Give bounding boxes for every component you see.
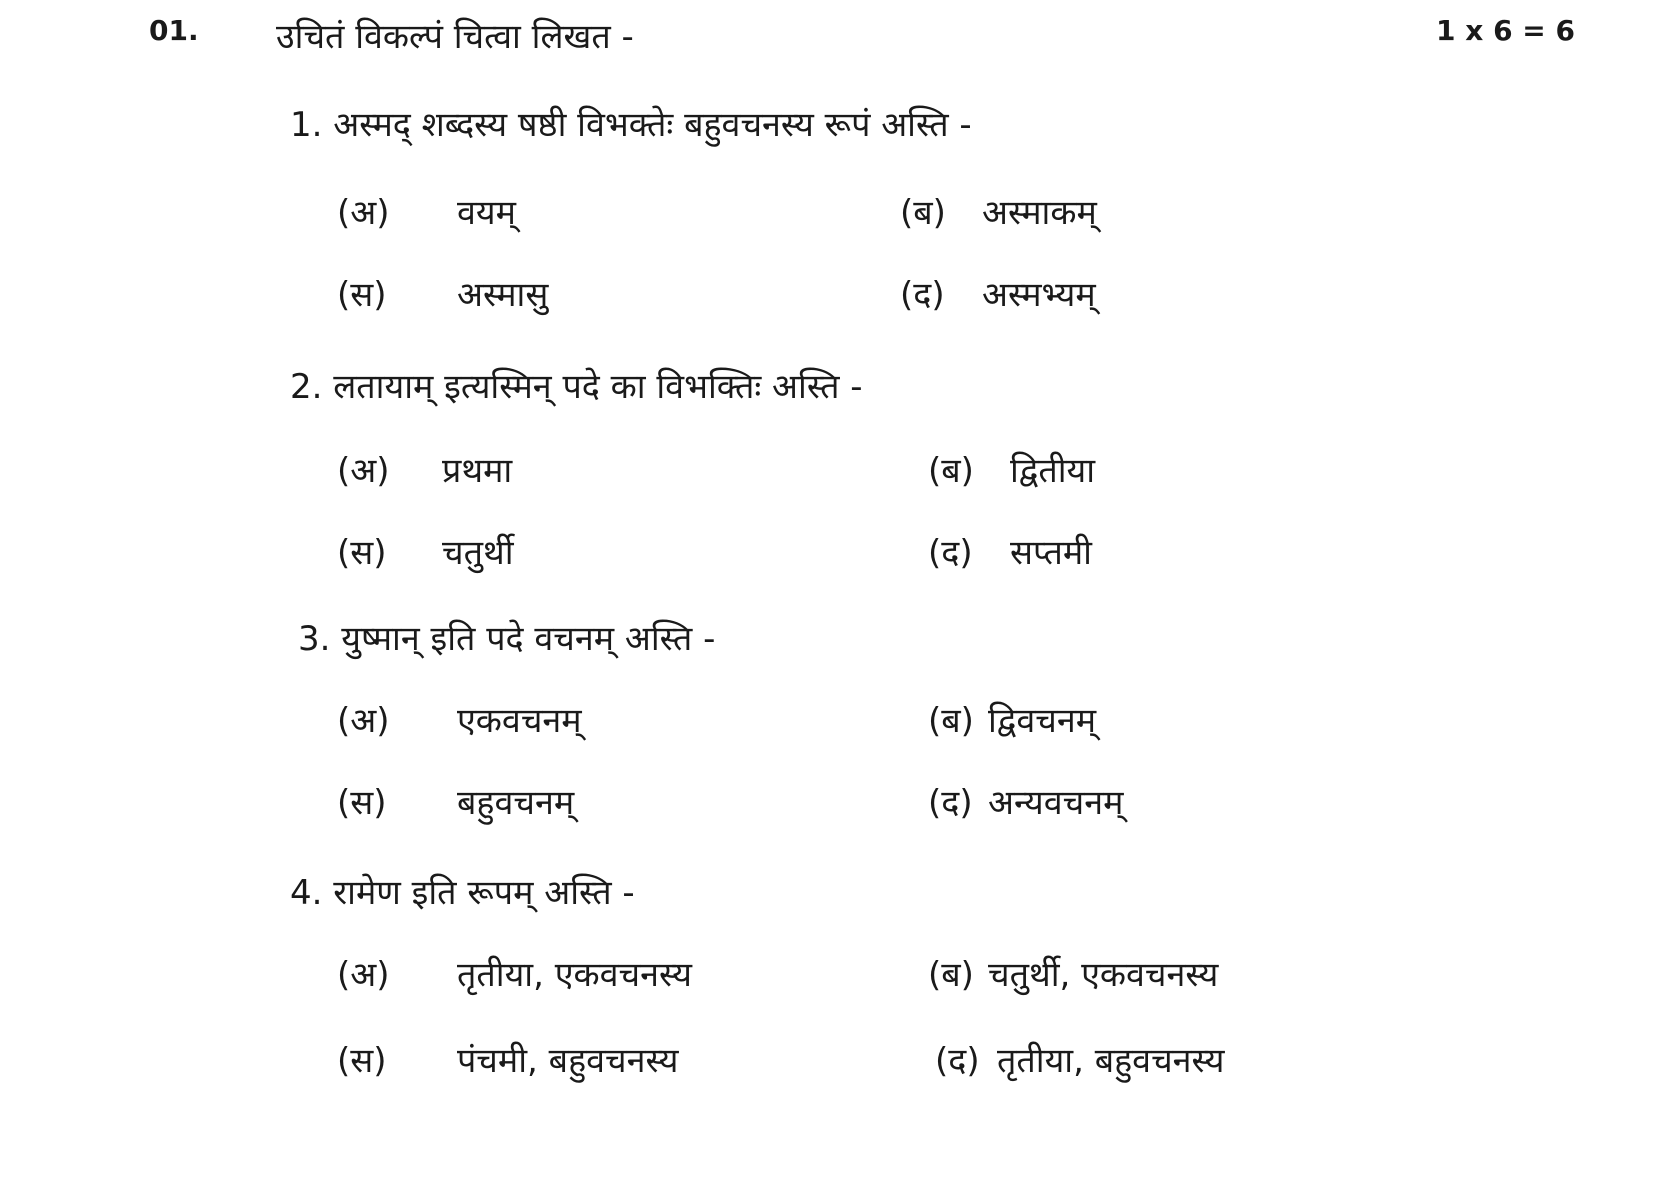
option-1-c — [337, 270, 548, 316]
option-3-d — [928, 778, 1123, 824]
option-label: (द) — [935, 1041, 980, 1081]
option-4-c — [337, 1036, 678, 1082]
question-3: 3. युष्मान् इति पदे वचनम् अस्ति - — [298, 619, 716, 659]
option-label: (ब) — [928, 955, 974, 995]
option-text: पंचमी, बहुवचनस्य — [457, 1041, 679, 1081]
option-text: प्रथमा — [442, 451, 513, 491]
question-1: 1. अस्मद् शब्दस्य षष्ठी विभक्तेः बहुवचनस्य रूपं अस्ति - — [290, 105, 972, 145]
option-label: (अ) — [337, 955, 390, 995]
option-label: (ब) — [900, 193, 946, 233]
question-number: 01. — [149, 14, 199, 47]
option-text: चतुर्थी — [442, 533, 514, 573]
option-label: (अ) — [337, 701, 390, 741]
option-1-a — [337, 188, 516, 234]
option-3-b — [928, 696, 1096, 742]
option-label: (द) — [900, 275, 945, 315]
question-2: 2. लतायाम् इत्यस्मिन् पदे का विभक्तिः अस्ति - — [290, 367, 863, 407]
option-label: (स) — [337, 533, 387, 573]
question-4: 4. रामेण इति रूपम् अस्ति - — [290, 873, 635, 913]
option-text: चतुर्थी, एकवचनस्य — [988, 955, 1219, 995]
option-2-b — [928, 446, 1095, 492]
option-4-d — [935, 1036, 1225, 1082]
instruction-heading: उचितं विकल्पं चित्वा लिखत - — [276, 17, 634, 57]
option-text: वयम् — [457, 193, 516, 233]
marks-label: 1 x 6 = 6 — [1436, 14, 1575, 47]
option-label: (स) — [337, 1041, 387, 1081]
option-4-b — [928, 950, 1218, 996]
option-label: (ब) — [928, 451, 974, 491]
option-text: द्विवचनम् — [988, 701, 1097, 741]
option-4-a — [337, 950, 692, 996]
option-2-c — [337, 528, 514, 574]
option-label: (स) — [337, 275, 387, 315]
option-text: एकवचनम् — [457, 701, 582, 741]
option-text: बहुवचनम् — [457, 783, 575, 823]
option-2-a — [337, 446, 512, 492]
option-text: द्वितीया — [1010, 451, 1096, 491]
option-label: (द) — [928, 783, 973, 823]
option-text: तृतीया, बहुवचनस्य — [997, 1041, 1225, 1081]
option-text: अस्मभ्यम् — [982, 275, 1096, 315]
option-label: (अ) — [337, 193, 390, 233]
option-text: अस्माकम् — [982, 193, 1097, 233]
option-text: तृतीया, एकवचनस्य — [457, 955, 692, 995]
option-text: अस्मासु — [457, 275, 549, 315]
option-3-a — [337, 696, 582, 742]
option-text: सप्तमी — [1010, 533, 1092, 573]
option-label: (ब) — [928, 701, 974, 741]
option-2-d — [928, 528, 1092, 574]
option-label: (द) — [928, 533, 973, 573]
option-3-c — [337, 778, 574, 824]
option-1-b — [900, 188, 1097, 234]
option-text: अन्यवचनम् — [988, 783, 1124, 823]
option-1-d — [900, 270, 1096, 316]
option-label: (स) — [337, 783, 387, 823]
option-label: (अ) — [337, 451, 390, 491]
